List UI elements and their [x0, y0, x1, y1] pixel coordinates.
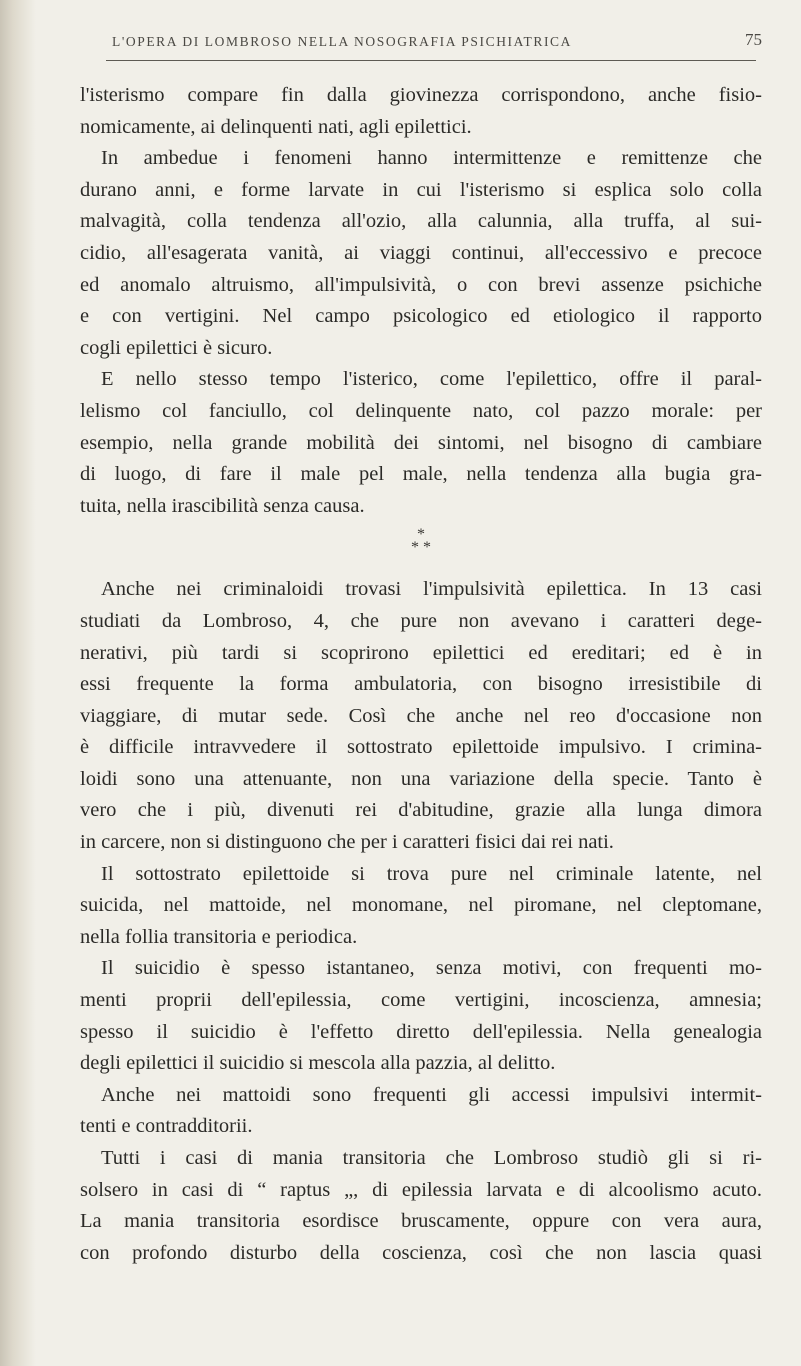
text-line: Il suicidio è spesso istantaneo, senza motivi, con frequenti mo-: [101, 957, 762, 980]
text-line: cogli epilettici è sicuro.: [80, 336, 273, 359]
paragraph-block-2: [80, 574, 762, 1269]
page-header: [80, 30, 762, 66]
text-line: l'isterismo compare fin dalla giovinezza corrispondono, anche fisio-: [80, 84, 762, 106]
page-edge-shadow: [0, 0, 36, 1366]
running-head: L'OPERA DI LOMBROSO NELLA NOSOGRAFIA PSICHIATRICA: [112, 34, 572, 49]
text-line: degli epilettici il suicidio si mescola alla pazzia, al delitto.: [80, 1052, 556, 1075]
separator-asterisks-bottom: * *: [411, 539, 431, 557]
text-line: cidio, all'esagerata vanità, ai viaggi continui, all'eccessivo e precoce: [80, 241, 762, 264]
text-line: suicida, nel mattoide, nel monomane, nel piromane, nel cleptomane,: [80, 894, 762, 917]
text-line: loidi sono una attenuante, non una variazione della specie. Tanto è: [80, 767, 762, 790]
text-line: nella follia transitoria e periodica.: [80, 925, 358, 948]
text-line: solsero in casi di “ raptus „, di epilessia larvata e di alcoolismo acuto.: [80, 1178, 762, 1201]
text-line: con profondo disturbo della coscienza, così che non lascia quasi: [80, 1241, 762, 1264]
text-line: essi frequente la forma ambulatoria, con bisogno irresistibile di: [80, 673, 762, 696]
text-line: viaggiare, di mutar sede. Così che anche nel reo d'occasione non: [80, 704, 762, 727]
text-line: La mania transitoria esordisce bruscamente, oppure con vera aura,: [80, 1210, 762, 1233]
text-line: E nello stesso tempo l'isterico, come l'epilettico, offre il paral-: [101, 368, 762, 391]
text-line: Il sottostrato epilettoide si trova pure nel criminale latente, nel: [101, 862, 762, 885]
text-line: Tutti i casi di mania transitoria che Lombroso studiò gli si ri-: [101, 1147, 762, 1169]
separator-asterisk-top: *: [417, 526, 425, 544]
text-line: tenti e contradditorii.: [80, 1115, 253, 1138]
text-line: spesso il suicidio è l'effetto diretto dell'epilessia. Nella genealogia: [80, 1020, 762, 1043]
body-text: [80, 80, 762, 1269]
paragraph-block-1: [80, 80, 762, 522]
text-line: ed anomalo altruismo, all'impulsività, o con brevi assenze psichiche: [80, 273, 762, 296]
text-line: Anche nei mattoidi sono frequenti gli accessi impulsivi intermit-: [101, 1083, 762, 1106]
section-separator: [80, 522, 762, 574]
text-line: durano anni, e forme larvate in cui l'isterismo si esplica solo colla: [80, 178, 762, 201]
text-line: malvagità, colla tendenza all'ozio, alla calunnia, alla truffa, al sui-: [80, 210, 762, 233]
text-line: esempio, nella grande mobilità dei sintomi, nel bisogno di cambiare: [80, 431, 762, 454]
text-line: menti proprii dell'epilessia, come vertigini, incoscienza, amnesia;: [80, 989, 762, 1012]
text-line: tuita, nella irascibilità senza causa.: [80, 494, 365, 517]
page-number: 75: [745, 30, 762, 49]
text-line: è difficile intravvedere il sottostrato epilettoide impulsivo. I crimina-: [80, 736, 762, 759]
header-rule: [106, 60, 756, 61]
text-line: studiati da Lombroso, 4, che pure non avevano i caratteri dege-: [80, 609, 762, 632]
text-line: e con vertigini. Nel campo psicologico ed etiologico il rapporto: [80, 305, 762, 328]
text-line: in carcere, non si distinguono che per i caratteri fisici dai rei nati.: [80, 831, 614, 854]
text-line: In ambedue i fenomeni hanno intermittenze e remittenze che: [101, 147, 762, 170]
text-line: nerativi, più tardi si scoprirono epilettici ed ereditari; ed è in: [80, 641, 762, 664]
text-line: lelismo col fanciullo, col delinquente nato, col pazzo morale: per: [80, 399, 762, 422]
text-line: vero che i più, divenuti rei d'abitudine, grazie alla lunga dimora: [80, 799, 762, 822]
text-line: nomicamente, ai delinquenti nati, agli epilettici.: [80, 115, 472, 138]
text-line: di luogo, di fare il male pel male, nella tendenza alla bugia gra-: [80, 463, 762, 486]
text-line: Anche nei criminaloidi trovasi l'impulsività epilettica. In 13 casi: [101, 578, 762, 601]
